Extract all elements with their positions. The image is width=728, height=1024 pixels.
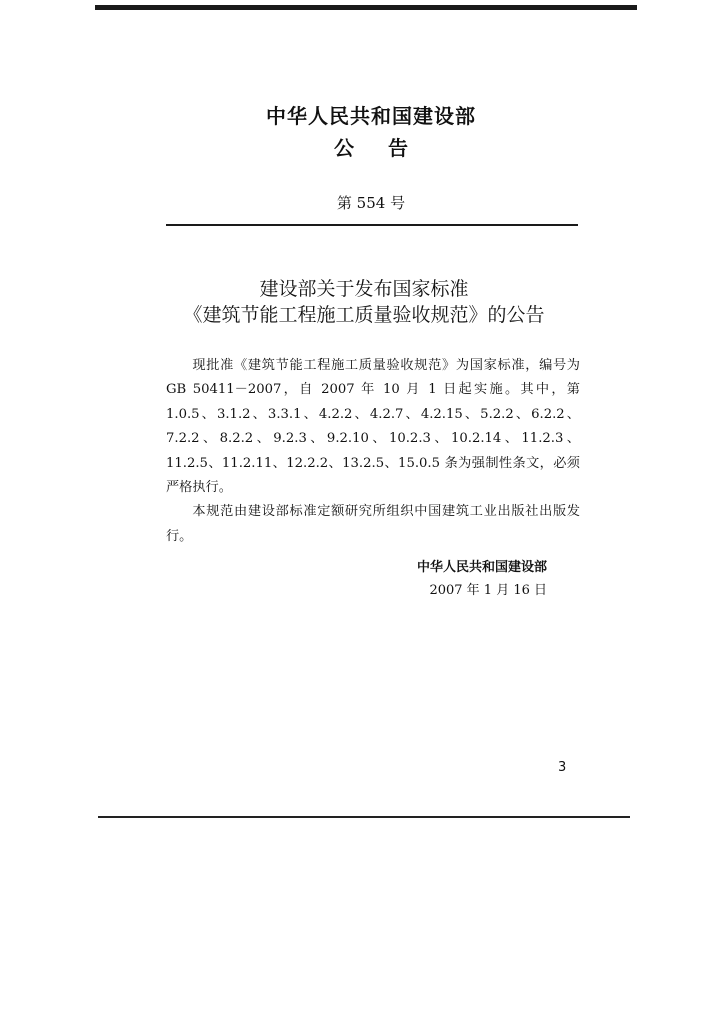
top-border-rule bbox=[95, 5, 637, 10]
issuing-ministry-heading: 中华人民共和国建设部 bbox=[266, 104, 476, 128]
announcement-title bbox=[0, 276, 728, 328]
page-number: 3 bbox=[558, 760, 567, 775]
title-line-2: 《建筑节能工程施工质量验收规范》的公告 bbox=[183, 304, 545, 326]
notice-number: 第 554 号 bbox=[336, 194, 406, 212]
notice-heading: 公告 bbox=[334, 136, 442, 160]
body-paragraph-2: 本规范由建设部标准定额研究所组织中国建筑工业出版社出版发行。 bbox=[166, 504, 580, 544]
title-line-1: 建设部关于发布国家标准 bbox=[259, 278, 469, 300]
announcement-body bbox=[166, 354, 580, 549]
signature-date: 2007 年 1 月 16 日 bbox=[429, 583, 547, 598]
body-paragraph-1: 现批准《建筑节能工程施工质量验收规范》为国家标准，编号为 GB 50411－2007，自 2007 年 10 月 1 日起实施。其中，第 1.0.5、3.1.2、3.3.1、4.2.2、4.2.7、4.2.15、5.2.2、6.2.2、7.2.2、8.2.2、9.2.3、9.2.10、10.2.3、10.2.14、11.2.3、11.2.5、11.2.11、12.2.2、13.2.5、15.0.5 条为强制性条文，必须严格执行。 bbox=[166, 358, 580, 496]
signature-organization: 中华人民共和国建设部 bbox=[416, 560, 547, 575]
header-divider bbox=[166, 224, 578, 226]
bottom-border-rule bbox=[98, 816, 630, 818]
